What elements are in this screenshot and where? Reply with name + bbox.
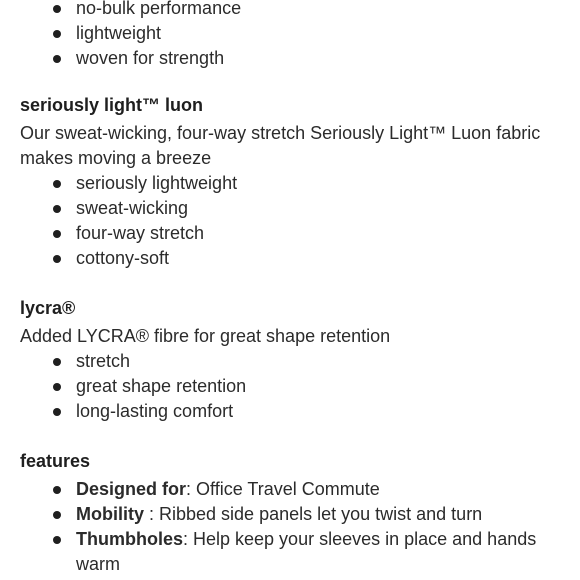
bullet-icon [53,180,61,188]
bullet-icon [53,358,61,366]
list-item [0,477,580,502]
list-item-text: no-bulk performance [76,0,242,18]
list-item [0,502,580,527]
bullet-icon [53,536,61,544]
list-item [0,46,580,71]
list-item [0,399,580,424]
bullet-icon [53,486,61,494]
list-item [0,21,580,46]
features-section [0,449,580,577]
features-list [0,477,580,577]
luon-section [0,93,580,271]
list-item-text: great shape retention [76,376,247,396]
list-item [0,171,580,196]
list-item-text: stretch [76,351,131,371]
bullet-icon [53,255,61,263]
luon-list [0,171,580,271]
list-item [0,196,580,221]
bullet-icon [53,383,61,391]
list-item-text: sweat-wicking [76,198,189,218]
fabric-benefits-list [0,0,580,71]
feature-label: Designed for [76,479,187,499]
bullet-icon [53,205,61,213]
bullet-icon [53,30,61,38]
list-item [0,221,580,246]
list-item-text: four-way stretch [76,223,205,243]
list-item-text: woven for strength [76,48,225,68]
feature-label: Mobility [76,504,144,524]
list-item-text: seriously lightweight [76,173,238,193]
list-item [0,374,580,399]
bullet-icon [53,408,61,416]
feature-text: : Office Travel Commute [186,479,380,499]
feature-text: : Help keep your sleeves in place and hands warm [76,529,537,574]
bullet-icon [53,511,61,519]
list-item [0,527,580,577]
list-item [0,349,580,374]
feature-label: Thumbholes [76,529,183,549]
list-item-text: long-lasting comfort [76,401,234,421]
bullet-icon [53,5,61,13]
list-item [0,0,580,21]
luon-heading: seriously light™ luon [20,95,204,115]
feature-text: : Ribbed side panels let you twist and turn [144,504,483,524]
list-item-text: lightweight [76,23,162,43]
lycra-description: Added LYCRA® fibre for great shape retention [20,326,391,346]
list-item [0,246,580,271]
list-item-text: cottony-soft [76,248,170,268]
bullet-icon [53,55,61,63]
lycra-list [0,349,580,424]
features-heading: features [20,451,91,471]
lycra-section [0,296,580,424]
lycra-heading: lycra® [20,298,76,318]
bullet-icon [53,230,61,238]
fabric-benefits-section [0,0,580,71]
luon-description: Our sweat-wicking, four-way stretch Seriously Light™ Luon fabric makes moving a breeze [20,123,541,168]
